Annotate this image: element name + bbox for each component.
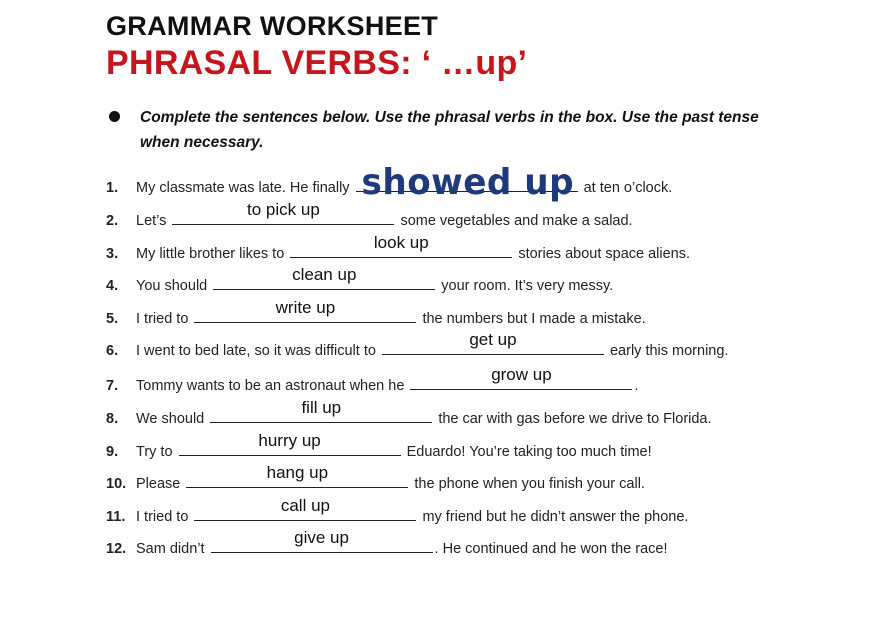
- item-number: 12.: [106, 541, 127, 557]
- answer-blank[interactable]: [213, 265, 435, 290]
- sentence-after: stories about space aliens.: [518, 246, 691, 262]
- sentence-after: the car with gas before we drive to Florida.: [438, 411, 712, 427]
- item-number: 11.: [106, 509, 126, 525]
- item-number: 1.: [106, 180, 119, 196]
- answer-text: hurry up: [258, 431, 321, 450]
- list-item: [106, 200, 633, 229]
- list-item: [106, 496, 689, 525]
- answer-text: write up: [275, 298, 336, 317]
- sentence-after: at ten o’clock.: [583, 180, 673, 196]
- worksheet-title: GRAMMAR WORKSHEET: [106, 11, 439, 41]
- answer-text: get up: [469, 330, 517, 349]
- item-number: 6.: [106, 343, 119, 359]
- list-item: [106, 233, 691, 262]
- item-number: 3.: [106, 246, 119, 262]
- answer-text: to pick up: [247, 200, 320, 219]
- sentence-after: early this morning.: [609, 343, 729, 359]
- bullet-icon: [109, 111, 120, 122]
- item-number: 2.: [106, 213, 119, 229]
- item-number: 10.: [106, 476, 127, 492]
- list-item: [106, 162, 673, 203]
- sentence-before: My classmate was late. He finally: [136, 180, 350, 196]
- item-number: 7.: [106, 378, 119, 394]
- item-number: 8.: [106, 411, 119, 427]
- item-number: 4.: [106, 278, 119, 294]
- instructions: Complete the sentences below. Use the phrasal verbs in the box. Use the past tense when necessary.: [140, 109, 759, 151]
- sentence-after: some vegetables and make a salad.: [400, 213, 633, 229]
- answer-blank[interactable]: [410, 365, 632, 390]
- worksheet-subtitle: PHRASAL VERBS: ‘ …up’: [106, 44, 528, 82]
- sentence-after: the numbers but I made a mistake.: [422, 311, 646, 327]
- sentence-before: Please: [136, 476, 181, 492]
- answer-text: grow up: [491, 365, 552, 384]
- sentence-after: . He continued and he won the race!: [434, 541, 668, 557]
- answer-blank[interactable]: [186, 463, 408, 488]
- answer-blank[interactable]: [172, 200, 394, 225]
- answer-blank[interactable]: [194, 496, 416, 521]
- sentence-after: Eduardo! You’re taking too much time!: [406, 444, 652, 460]
- item-number: 9.: [106, 444, 119, 460]
- list-item: [106, 431, 652, 460]
- sentence-before: Try to: [136, 444, 173, 460]
- sentence-before: We should: [136, 411, 205, 427]
- sentence-after: .: [634, 378, 639, 394]
- list-item: [106, 463, 645, 492]
- sentence-before: Sam didn’t: [136, 541, 205, 557]
- answer-blank[interactable]: [179, 431, 401, 456]
- list-item: [106, 330, 729, 359]
- sentence-before: Tommy wants to be an astronaut when he: [136, 378, 405, 394]
- item-number: 5.: [106, 311, 119, 327]
- answer-blank[interactable]: [290, 233, 512, 258]
- answer-text: fill up: [301, 398, 342, 417]
- sentence-before: I went to bed late, so it was difficult to: [136, 343, 376, 359]
- answer-blank[interactable]: [382, 330, 604, 355]
- sentence-after: my friend but he didn’t answer the phone.: [422, 509, 689, 525]
- list-item: [106, 298, 646, 327]
- answer-blank[interactable]: [210, 398, 432, 423]
- answer-text: give up: [294, 528, 349, 547]
- sentence-after: the phone when you finish your call.: [414, 476, 645, 492]
- answer-text: look up: [373, 233, 429, 252]
- sentence-before: My little brother likes to: [136, 246, 285, 262]
- answer-text: call up: [280, 496, 330, 515]
- list-item: [106, 528, 668, 557]
- sentence-after: your room. It’s very messy.: [441, 278, 614, 294]
- answer-blank[interactable]: [356, 162, 578, 203]
- list-item: [106, 365, 639, 394]
- answer-text: hang up: [266, 463, 329, 482]
- answer-text: showed up: [361, 162, 574, 203]
- sentence-before: I tried to: [136, 311, 189, 327]
- answer-blank[interactable]: [194, 298, 416, 323]
- sentence-before: I tried to: [136, 509, 189, 525]
- list-item: [106, 265, 614, 294]
- list-item: [106, 398, 712, 427]
- sentence-before: You should: [136, 278, 208, 294]
- answer-blank[interactable]: [211, 528, 433, 553]
- sentence-before: Let’s: [136, 213, 167, 229]
- answer-text: clean up: [292, 265, 357, 284]
